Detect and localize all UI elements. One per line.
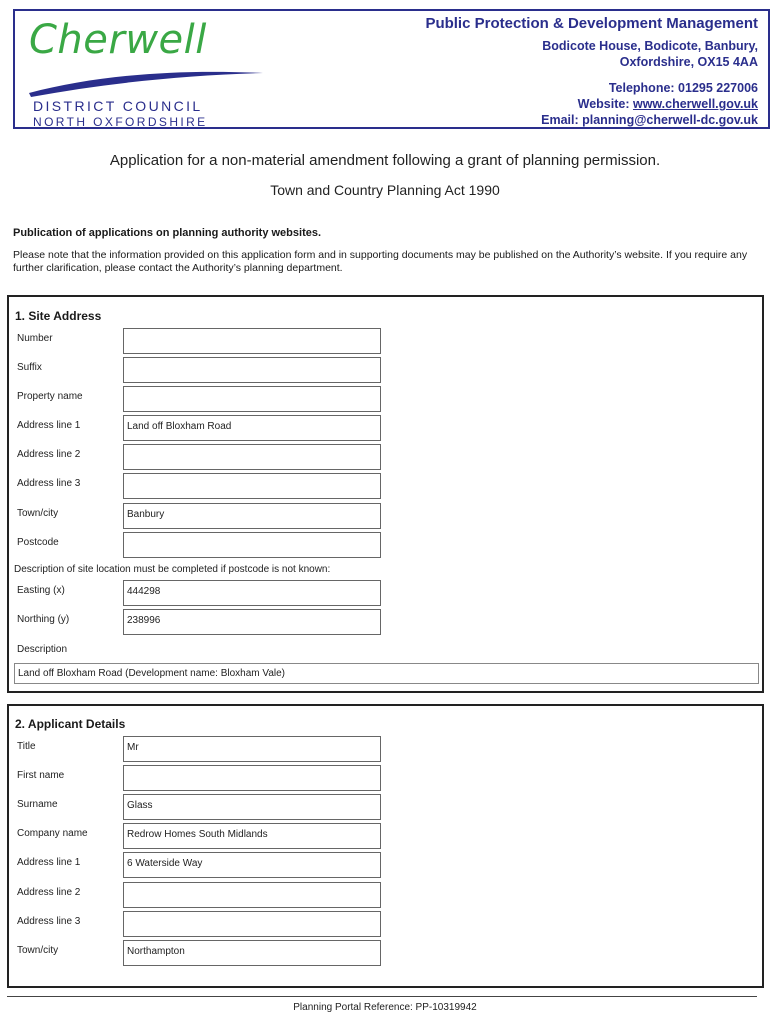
surname-label: Surname [17, 799, 58, 810]
email[interactable]: Email: planning@cherwell-dc.gov.uk [541, 113, 758, 127]
suffix-label: Suffix [17, 362, 42, 373]
town-city-field[interactable]: Banbury [123, 503, 381, 529]
address-line-3-field[interactable] [123, 911, 381, 937]
address-line-1-field[interactable]: Land off Bloxham Road [123, 415, 381, 441]
company-name-field[interactable]: Redrow Homes South Midlands [123, 823, 381, 849]
easting-field[interactable]: 444298 [123, 580, 381, 606]
form-act: Town and Country Planning Act 1990 [270, 182, 500, 198]
address-line-1-field[interactable]: 6 Waterside Way [123, 852, 381, 878]
town-city-label: Town/city [17, 945, 59, 956]
description-label: Description [17, 644, 68, 655]
address-line-1-label: Address line 1 [17, 420, 81, 431]
location-note: Description of site location must be completed if postcode is not known: [14, 564, 331, 575]
title-field[interactable]: Mr [123, 736, 381, 762]
website-link[interactable]: www.cherwell.gov.uk [632, 97, 758, 111]
logo-north-oxfordshire: NORTH OXFORDSHIRE [33, 115, 208, 129]
easting-label: Easting (x) [17, 585, 65, 596]
number-label: Number [17, 333, 53, 344]
address-line-2-field[interactable] [123, 444, 381, 470]
section-title: 1. Site Address [15, 309, 102, 323]
postcode-label: Postcode [17, 537, 59, 548]
address-line-3-label: Address line 3 [17, 916, 81, 927]
telephone: Telephone: 01295 227006 [608, 81, 758, 95]
first-name-label: First name [17, 770, 65, 781]
organisation-details [425, 15, 758, 128]
description-field[interactable]: Land off Bloxham Road (Development name: Bloxham Vale) [14, 663, 759, 684]
address-line-3-field[interactable] [123, 473, 381, 499]
postcode-field[interactable] [123, 532, 381, 558]
address-line-1-label: Address line 1 [17, 857, 81, 868]
title-label: Title [17, 741, 36, 752]
address-line-3-label: Address line 3 [17, 478, 81, 489]
address-line-1: Bodicote House, Bodicote, Banbury, [542, 39, 758, 53]
company-name-label: Company name [17, 828, 88, 839]
cherwell-logo [27, 17, 267, 129]
site-address-section [7, 295, 764, 693]
address-line-2-field[interactable] [123, 882, 381, 908]
organisation-name: Public Protection & Development Management [425, 15, 758, 32]
publication-heading: Publication of applications on planning authority websites. [13, 227, 322, 239]
property-name-label: Property name [17, 391, 83, 402]
surname-field[interactable]: Glass [123, 794, 381, 820]
town-city-field[interactable]: Northampton [123, 940, 381, 966]
northing-label: Northing (y) [17, 614, 70, 625]
logo-district-council: DISTRICT COUNCIL [33, 98, 203, 114]
address-line-2-label: Address line 2 [17, 887, 81, 898]
number-field[interactable] [123, 328, 381, 354]
website-label: Website: [577, 97, 633, 111]
logo-swoosh-icon [27, 59, 267, 99]
footer-divider [7, 996, 757, 997]
property-name-field[interactable] [123, 386, 381, 412]
section-title: 2. Applicant Details [15, 717, 126, 731]
address-line-2-label: Address line 2 [17, 449, 81, 460]
applicant-details-section [7, 704, 764, 988]
town-city-label: Town/city [17, 508, 59, 519]
logo-wordmark: Cherwell [29, 17, 207, 63]
website [425, 96, 758, 112]
first-name-field[interactable] [123, 765, 381, 791]
suffix-field[interactable] [123, 357, 381, 383]
form-title: Application for a non-material amendment following a grant of planning permission. [109, 152, 661, 169]
portal-reference: Planning Portal Reference: PP-10319942 [293, 1002, 477, 1013]
publication-text: Please note that the information provided on this application form and in supporting documents may be published on the Authority’s website. If you require any further clarification, please contact the Authority’s planning department. [13, 249, 748, 274]
northing-field[interactable]: 238996 [123, 609, 381, 635]
letterhead [13, 9, 770, 129]
address-line-2: Oxfordshire, OX15 4AA [619, 55, 758, 69]
